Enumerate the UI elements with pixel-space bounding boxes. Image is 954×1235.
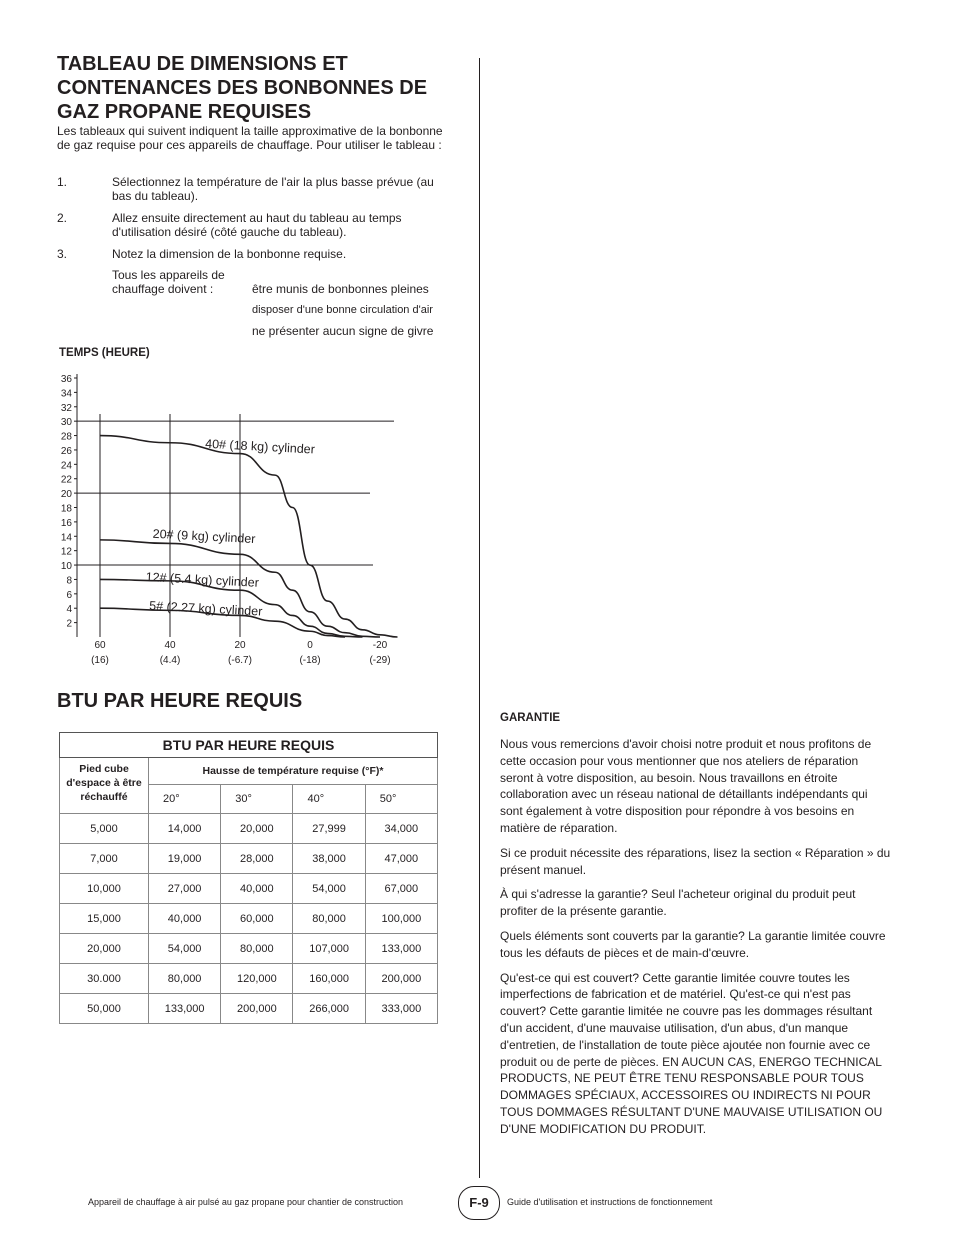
x-tick-sublabel: (-18) [299,655,321,666]
x-tick-label: 60 [94,640,106,651]
y-tick-label: 30 [60,417,72,429]
x-tick-sublabel: (16) [91,655,109,666]
table-cell: 20,000 [221,814,293,844]
table-cell: 20,000 [60,934,149,964]
y-tick-label: 24 [60,460,72,472]
x-tick-label: 20 [234,640,246,651]
table-cell: 133,000 [365,934,437,964]
table-cell: 160,000 [293,964,365,994]
condition-item: ne présenter aucun signe de givre [252,324,434,338]
temp-header: 20° [149,785,221,814]
table-cell: 133,000 [149,994,221,1024]
table-cell: 5,000 [60,814,149,844]
btu-table-title: BTU PAR HEURE REQUIS [60,733,438,758]
temp-header: 40° [293,785,365,814]
table-cell: 100,000 [365,904,437,934]
warranty-text [500,736,892,1146]
table-cell: 14,000 [149,814,221,844]
table-cell: 30.000 [60,964,149,994]
table-cell: 10,000 [60,874,149,904]
table-cell: 27,000 [149,874,221,904]
temperature-rise-header: Hausse de température requise (°F)* [149,758,438,785]
table-cell: 47,000 [365,844,437,874]
table-cell: 60,000 [221,904,293,934]
table-cell: 200,000 [365,964,437,994]
y-tick-label: 2 [66,618,72,630]
series-label: 40# (18 kg) cylinder [204,436,316,457]
warranty-paragraph: Nous vous remercions d'avoir choisi notre produit et nous profitons de cette occasion pour vous mentionner que nos ateliers de réparation seront à votre disposition, au besoin. Nous travaillons en étroite collaboration avec un réseau national de détaillants indépendants qui sont également à votre disposition pour répondre à vos besoins en matière de réparation. [500,737,872,835]
y-tick-label: 22 [60,474,72,486]
table-cell: 19,000 [149,844,221,874]
warranty-paragraph: À qui s'adresse la garantie? Seul l'acheteur original du produit peut profiter de la présente garantie. [500,887,856,919]
footer-left-text: Appareil de chauffage à air pulsé au gaz propane pour chantier de construction [88,1197,404,1207]
y-tick-label: 28 [60,431,72,443]
table-cell: 50,000 [60,994,149,1024]
table-cell: 80,000 [293,904,365,934]
series-label: 20# (9 kg) cylinder [152,526,256,547]
x-tick-label: 0 [307,640,313,651]
table-row [60,814,438,844]
x-tick-sublabel: (-29) [369,655,391,666]
page-title: TABLEAU DE DIMENSIONS ET CONTENANCES DES BONBONNES DE GAZ PROPANE REQUISES [57,53,428,123]
y-tick-label: 12 [60,546,72,558]
table-cell: 200,000 [221,994,293,1024]
series-label: 12# (5.4 kg) cylinder [145,569,260,590]
y-tick-label: 14 [60,532,72,544]
step-text: Sélectionnez la température de l'air la plus basse prévue (au bas du tableau). [112,175,434,203]
temp-header: 50° [365,785,437,814]
step-text: Notez la dimension de la bonbonne requise. [112,247,347,261]
table-cell: 40,000 [149,904,221,934]
conditions-lead: Tous les appareils de chauffage doivent : [112,268,225,296]
btu-heading: BTU PAR HEURE REQUIS [57,690,303,712]
table-cell: 80,000 [149,964,221,994]
table-cell: 54,000 [293,874,365,904]
column-divider [479,58,480,1178]
x-tick-sublabel: (-6.7) [228,655,252,666]
table-cell: 40,000 [221,874,293,904]
table-row [60,994,438,1024]
table-row [60,934,438,964]
y-tick-label: 6 [66,589,72,601]
condition-item: disposer d'une bonne circulation d'air [252,304,433,316]
table-cell: 67,000 [365,874,437,904]
y-tick-label: 8 [66,575,72,587]
x-tick-sublabel: (4.4) [159,655,181,666]
btu-table [59,732,438,1024]
y-tick-label: 20 [60,489,72,501]
y-tick-label: 32 [60,402,72,414]
table-cell: 27,999 [293,814,365,844]
footer-right-text: Guide d'utilisation et instructions de fonctionnement [507,1197,713,1207]
table-cell: 54,000 [149,934,221,964]
y-tick-label: 10 [60,561,72,573]
table-row [60,844,438,874]
table-cell: 80,000 [221,934,293,964]
step-number: 3. [57,247,68,261]
table-cell: 107,000 [293,934,365,964]
y-tick-label: 4 [66,604,72,616]
warranty-paragraph: Si ce produit nécessite des réparations, lisez la section « Réparation » du présent manuel. [500,845,891,877]
warranty-title: GARANTIE [500,712,561,724]
table-cell: 34,000 [365,814,437,844]
table-row [60,874,438,904]
series-label: 5# (2.27 kg) cylinder [148,598,263,619]
x-tick-label: 40 [164,640,176,651]
step-number: 1. [57,175,68,189]
condition-item: être munis de bonbonnes pleines [252,282,429,296]
cubic-feet-header: Pied cube d'espace à être réchauffé [60,758,149,814]
table-cell: 333,000 [365,994,437,1024]
warranty-paragraph: Quels éléments sont couverts par la garantie? La garantie limitée couvre tous les défauts de pièces et de main-d'œuvre. [500,928,886,960]
y-tick-label: 34 [60,388,72,400]
table-cell: 7,000 [60,844,149,874]
warranty-paragraph: Qu'est-ce qui est couvert? Cette garantie limitée couvre toutes les imperfections de fabrication et de matériel. Qu'est-ce qui n'est pas couvert? Cette garantie limitée ne couvre pas les dommages résultant d'un accident, d'une mauvaise utilisation, d'un abus, d'un manque d'entretien, de l'installation de toute pièce ajoutée non fournie avec ce produit ou de perte de pièces. EN AUCUN CAS, ENERGO TECHNICAL PRODUCTS, NE PEUT ÊTRE TENU RESPONSABLE POUR TOUS DOMMAGES SPÉCIAUX, ACCESSOIRES OU INDIRECTS NI POUR TOUS DOMMAGES RÉSULTANT D'UNE MAUVAISE UTILISATION OU D'UNE MODIFICATION DU PRODUIT. [500,970,883,1136]
page-number: F-9 [458,1186,500,1220]
x-tick-label: -20 [372,640,388,651]
table-cell: 28,000 [221,844,293,874]
temp-header: 30° [221,785,293,814]
table-cell: 120,000 [221,964,293,994]
table-row [60,964,438,994]
y-tick-label: 18 [60,503,72,515]
table-cell: 266,000 [293,994,365,1024]
y-tick-label: 36 [60,374,72,385]
cylinder-chart [40,365,440,670]
table-cell: 15,000 [60,904,149,934]
table-cell: 38,000 [293,844,365,874]
step-text: Allez ensuite directement au haut du tableau au temps d'utilisation désiré (côté gauche du tableau). [112,211,402,239]
y-tick-label: 16 [60,517,72,529]
y-tick-label: 26 [60,445,72,457]
intro-text: Les tableaux qui suivent indiquent la taille approximative de la bonbonne de gaz requise pour ces appareils de chauffage. Pour utiliser le tableau : [57,124,443,152]
step-number: 2. [57,211,68,225]
chart-title: TEMPS (HEURE) [59,347,150,359]
table-row [60,904,438,934]
